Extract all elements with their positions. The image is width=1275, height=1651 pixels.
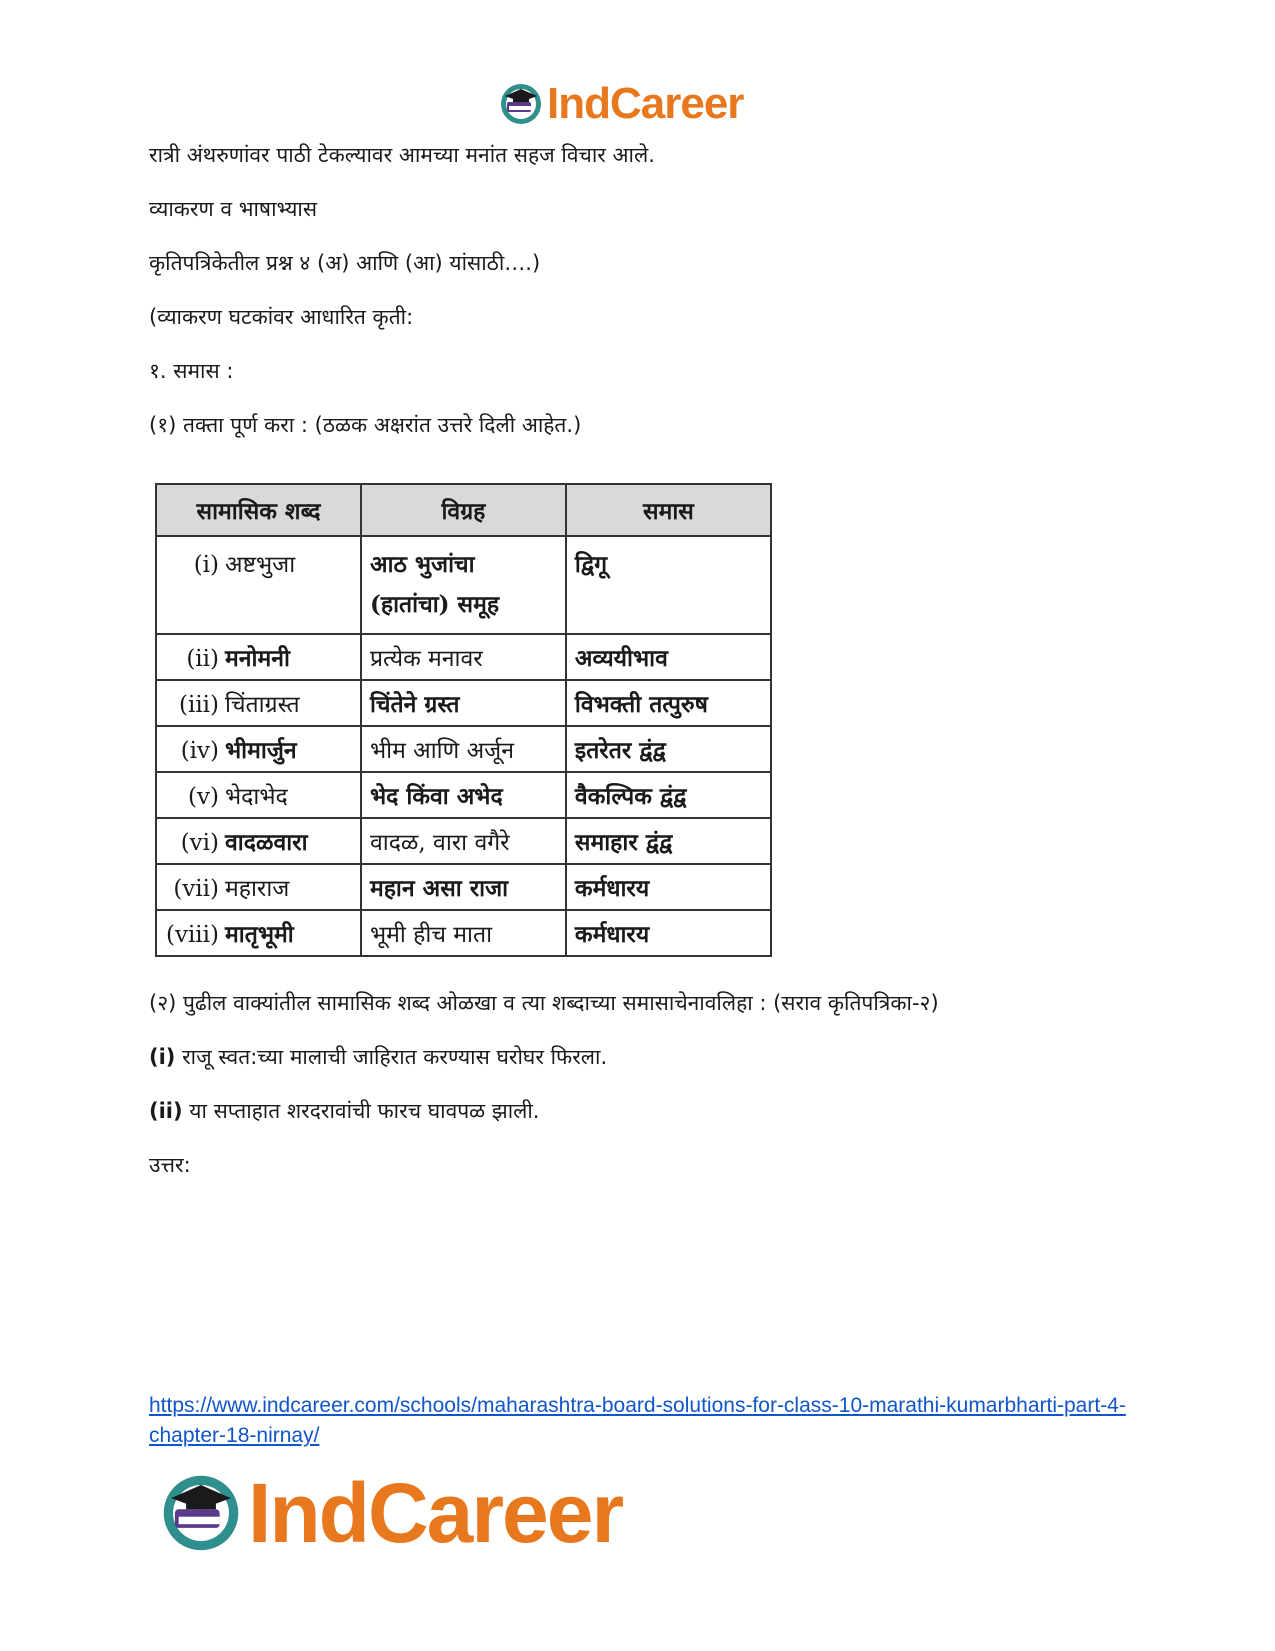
word: अष्टभुजा <box>225 552 296 578</box>
row-number: (i) <box>193 552 219 578</box>
vigraha-cell: प्रत्येक मनावर <box>361 634 566 680</box>
word: मातृभूमी <box>225 921 294 948</box>
samas-cell: कर्मधारय <box>566 864 771 910</box>
vigraha-cell: महान असा राजा <box>361 864 566 910</box>
row-number: (viii) <box>165 922 219 948</box>
row-number: (vi) <box>180 830 219 856</box>
sentence-2 <box>149 1097 539 1125</box>
source-link[interactable]: https://www.indcareer.com/schools/maharashtra-board-solutions-for-class-10-marathi-kumarbharti-part-4-chapter-18-nirnay/ <box>149 1394 1126 1447</box>
samas-table <box>155 483 772 957</box>
question-2: (२) पुढील वाक्यांतील सामासिक शब्द ओळखा व त्या शब्दाच्या समासाचेनावलिहा : (सराव कृतिपत्रिका-२) <box>149 991 939 1015</box>
graduation-cap-book-icon <box>499 82 543 126</box>
vigraha-cell: भेद किंवा अभेद <box>361 772 566 818</box>
vigraha-cell: भीम आणि अर्जून <box>361 726 566 772</box>
footer-logo <box>160 1465 623 1560</box>
word: चिंताग्रस्त <box>225 692 300 718</box>
table-row <box>156 772 771 818</box>
word-cell <box>156 910 361 956</box>
logo-text: IndCareer <box>547 79 744 128</box>
samas-cell: समाहार द्वंद्व <box>566 818 771 864</box>
table-row <box>156 680 771 726</box>
grammar-activity-title: (व्याकरण घटकांवर आधारित कृती: <box>149 305 414 329</box>
row-number: (iii) <box>178 692 219 718</box>
samas-heading: १. समास : <box>149 359 234 383</box>
table-header-row <box>156 484 771 536</box>
answer-label: उत्तर: <box>149 1153 191 1177</box>
graduation-cap-book-icon <box>160 1472 242 1554</box>
sentence-2-number: (ii) <box>149 1099 183 1123</box>
table-row <box>156 726 771 772</box>
word-cell <box>156 726 361 772</box>
vigraha-cell: चिंतेने ग्रस्त <box>361 680 566 726</box>
row-number: (ii) <box>186 646 219 672</box>
logo-text: IndCareer <box>248 1465 623 1560</box>
table-row <box>156 910 771 956</box>
word-cell <box>156 634 361 680</box>
intro-sentence: रात्री अंथरुणांवर पाठी टेकल्यावर आमच्या मनांत सहज विचार आले. <box>149 143 655 167</box>
samas-cell: अव्ययीभाव <box>566 634 771 680</box>
vigraha-cell: भूमी हीच माता <box>361 910 566 956</box>
word: वादळवारा <box>225 829 308 856</box>
word: भीमार्जुन <box>225 737 297 764</box>
table-instruction: (१) तक्ता पूर्ण करा : (ठळक अक्षरांत उत्तरे दिली आहेत.) <box>149 413 582 437</box>
samas-cell: विभक्ती तत्पुरुष <box>566 680 771 726</box>
header-vigraha: विग्रह <box>361 484 566 536</box>
header-samas: समास <box>566 484 771 536</box>
vigraha-cell: आठ भुजांचा (हातांचा) समूह <box>361 536 566 634</box>
section-heading: व्याकरण व भाषाभ्यास <box>149 197 318 221</box>
word-cell <box>156 818 361 864</box>
worksheet-note: कृतिपत्रिकेतील प्रश्न ४ (अ) आणि (आ) यांसाठी….) <box>149 251 541 275</box>
sentence-1 <box>149 1043 607 1071</box>
header-samasik-shabda: सामासिक शब्द <box>156 484 361 536</box>
samas-cell: इतरेतर द्वंद्व <box>566 726 771 772</box>
vigraha-cell: वादळ, वारा वगैरे <box>361 818 566 864</box>
row-number: (v) <box>188 784 219 810</box>
row-number: (iv) <box>180 738 219 764</box>
word: मनोमनी <box>225 645 290 672</box>
word-cell <box>156 680 361 726</box>
header-logo <box>499 78 743 130</box>
word-cell <box>156 772 361 818</box>
row-number: (vii) <box>173 876 219 902</box>
samas-cell: कर्मधारय <box>566 910 771 956</box>
word: महाराज <box>225 876 290 902</box>
table-row <box>156 536 771 634</box>
sentence-1-number: (i) <box>149 1045 176 1069</box>
word: भेदाभेद <box>225 784 288 810</box>
samas-cell: वैकल्पिक द्वंद्व <box>566 772 771 818</box>
table-row <box>156 864 771 910</box>
sentence-2-text: या सप्ताहात शरदरावांची फारच घावपळ झाली. <box>189 1099 540 1123</box>
table-row <box>156 818 771 864</box>
samas-cell: द्विगू <box>566 536 771 634</box>
table-row <box>156 634 771 680</box>
sentence-1-text: राजू स्वत:च्या मालाची जाहिरात करण्यास घरोघर फिरला. <box>182 1045 608 1069</box>
word-cell <box>156 864 361 910</box>
word-cell <box>156 536 361 634</box>
